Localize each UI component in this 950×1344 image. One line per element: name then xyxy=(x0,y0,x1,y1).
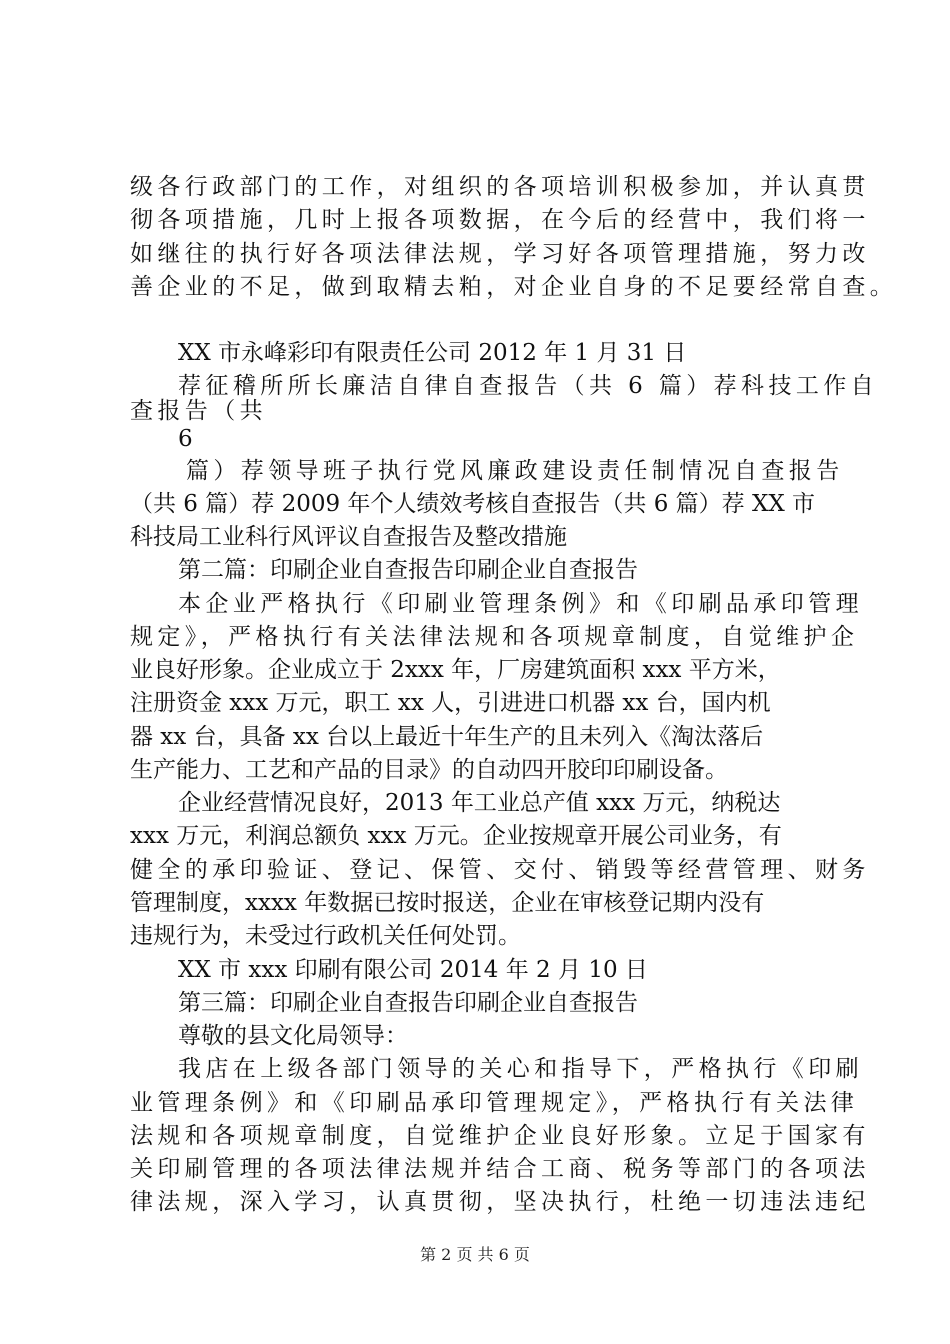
text-line: 注册资金 xxx 万元，职工 xx 人，引进进口机器 xx 台，国内机 xyxy=(130,690,771,716)
text-line: 器 xx 台，具备 xx 台以上最近十年生产的且未列入《淘汰落后 xyxy=(130,724,764,750)
text-line: （共 6 篇）荐 2009 年个人绩效考核自查报告（共 6 篇）荐 XX 市 xyxy=(130,491,816,517)
signature-line: XX 市永峰彩印有限责任公司 2012 年 1 月 31 日 xyxy=(178,340,687,366)
page-footer: 第 2 页 共 6 页 xyxy=(420,1245,530,1264)
text-line: 律法规，深入学习，认真贯彻，坚决执行，杜绝一切违法违纪 xyxy=(130,1189,870,1215)
text-line: 级各行政部门的工作，对组织的各项培训积极参加，并认真贯 xyxy=(130,174,870,200)
text-line: 荐征稽所所长廉洁自律自查报告（共 6 篇）荐科技工作自 xyxy=(178,373,879,399)
text-line: 关印刷管理的各项法律法规并结合工商、税务等部门的各项法 xyxy=(130,1156,870,1182)
salutation: 尊敬的县文化局领导： xyxy=(178,1023,408,1049)
text-line: 善企业的不足，做到取精去粕，对企业自身的不足要经常自查。 xyxy=(130,274,898,300)
text-line: 我店在上级各部门领导的关心和指导下，严格执行《印刷 xyxy=(178,1056,863,1082)
text-line: 法规和各项规章制度，自觉维护企业良好形象。立足于国家有 xyxy=(130,1123,870,1149)
text-line: 科技局工业科行风评议自查报告及整改措施 xyxy=(130,524,567,550)
signature-line: XX 市 xxx 印刷有限公司 2014 年 2 月 10 日 xyxy=(178,957,648,983)
text-line: 查报告（共 xyxy=(130,398,267,424)
text-line: 篇）荐领导班子执行党风廉政建设责任制情况自查报告 xyxy=(186,458,844,484)
section-heading: 第三篇：印刷企业自查报告印刷企业自查报告 xyxy=(178,990,638,1016)
text-line: 如继往的执行好各项法律法规，学习好各项管理措施，努力改 xyxy=(130,241,870,267)
text-line: xxx 万元，利润总额负 xxx 万元。企业按规章开展公司业务，有 xyxy=(130,823,782,849)
text-line: 业良好形象。企业成立于 2xxx 年，厂房建筑面积 xxx 平方米， xyxy=(130,657,781,683)
text-line: 本企业严格执行《印刷业管理条例》和《印刷品承印管理 xyxy=(178,591,863,617)
text-line: 违规行为，未受过行政机关任何处罚。 xyxy=(130,923,521,949)
text-line: 管理制度，xxxx 年数据已按时报送，企业在审核登记期内没有 xyxy=(130,890,765,916)
text-line: 业管理条例》和《印刷品承印管理规定》，严格执行有关法律 xyxy=(130,1090,859,1116)
text-line: 6 xyxy=(178,426,193,452)
text-line: 企业经营情况良好，2013 年工业总产值 xxx 万元，纳税达 xyxy=(178,790,781,816)
text-line: 健全的承印验证、登记、保管、交付、销毁等经营管理、财务 xyxy=(130,857,870,883)
section-heading: 第二篇：印刷企业自查报告印刷企业自查报告 xyxy=(178,557,638,583)
text-line: 生产能力、工艺和产品的目录》的自动四开胶印印刷设备。 xyxy=(130,757,728,783)
text-line: 规定》，严格执行有关法律法规和各项规章制度，自觉维护企 xyxy=(130,624,859,650)
text-line: 彻各项措施，几时上报各项数据，在今后的经营中，我们将一 xyxy=(130,207,870,233)
